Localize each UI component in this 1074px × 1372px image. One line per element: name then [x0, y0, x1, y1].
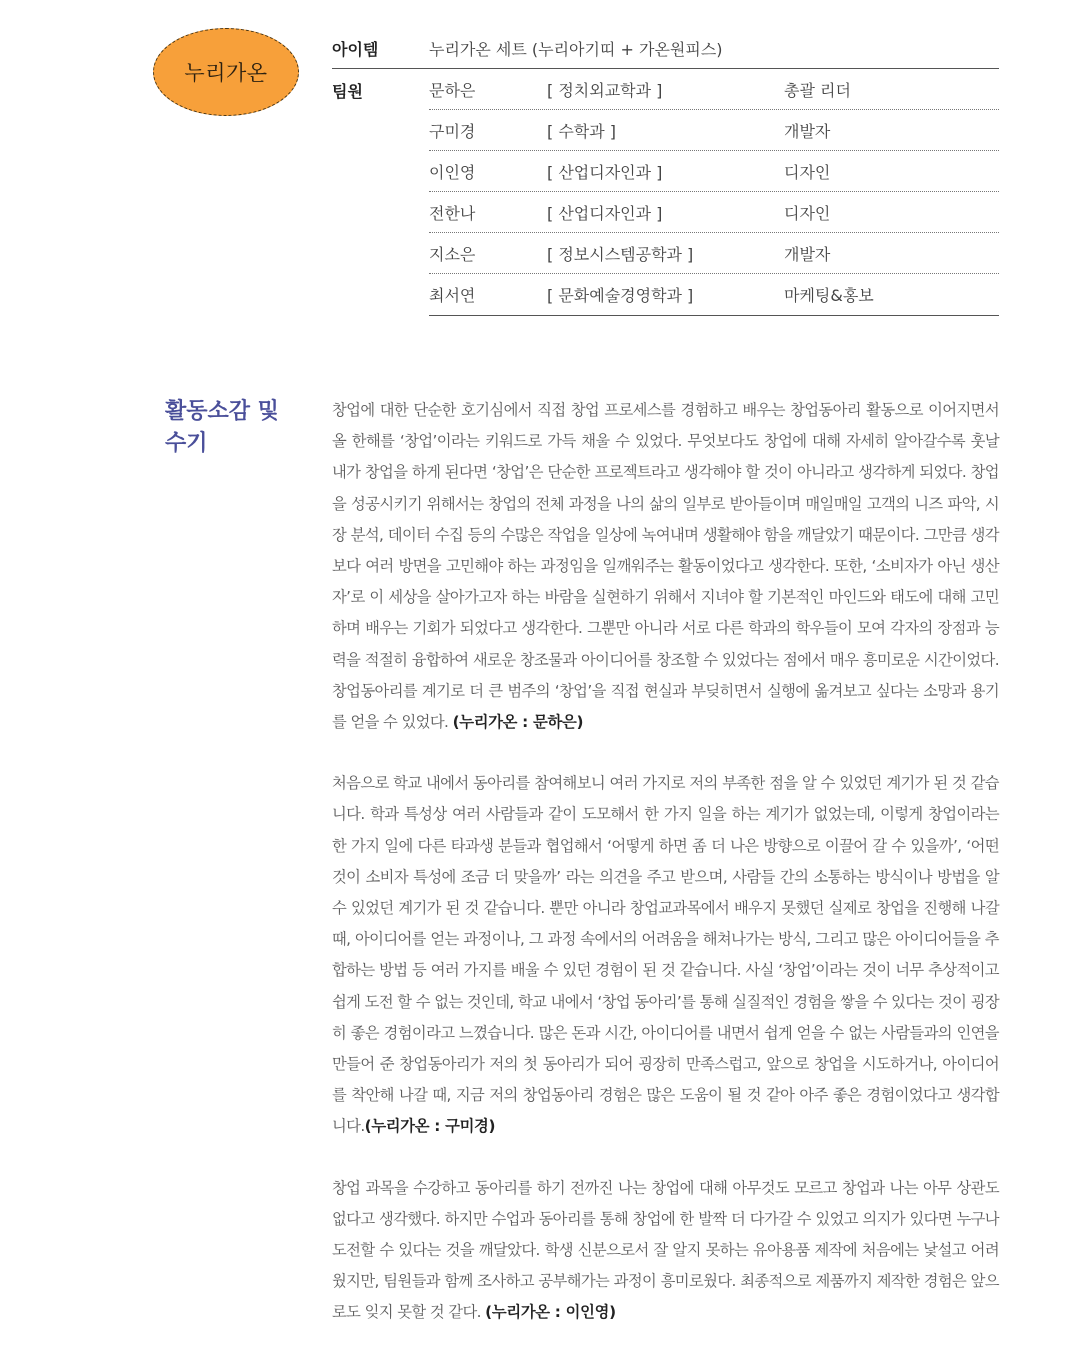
member-name: 최서연: [429, 286, 476, 305]
essay-text: 창업 과목을 수강하고 동아리를 하기 전까진 나는 창업에 대해 아무것도 모르고 창업과 나는 아무 상관도 없다고 생각했다. 하지만 수업과 동아리를 통해 창업에 한 발짝 더 다가갈 수 있었고 의지가 있다면 누구나 도전할 수 있다는 것을 깨달았다. 학생 신분으로서 잘 알지 못하는 유아용품 제작에 처음에는 낯설고 어려웠지만, 팀원들과 함께 조사하고 공부해가는 과정이 흥미로웠다. 최종적으로 제품까지 제작한 경험은 앞으로도 잊지 못할 것 같다.: [332, 1178, 999, 1322]
essay-signature: (누리가온 : 문하은): [452, 713, 584, 732]
member-row: [429, 110, 999, 151]
team-name-badge: [153, 28, 299, 116]
member-name: 지소은: [429, 244, 476, 264]
member-dept: [ 문화예술경영학과 ]: [547, 286, 694, 305]
team-row: [332, 69, 999, 316]
essay-text: 창업에 대한 단순한 호기심에서 직접 창업 프로세스를 경험하고 배우는 창업동아리 활동으로 이어지면서 올 한해를 ‘창업’이라는 키워드로 가득 채울 수 있었다. 무엇보다도 창업에 대해 자세히 알아갈수록 훗날 내가 창업을 하게 된다면 ‘창업’은 단순한 프로젝트라고 생각해야 할 것이 아니라고 생각하게 되었다. 창업을 성공시키기 위해서는 창업의 전체 과정을 나의 삶의 일부로 받아들이며 매일매일 고객의 니즈 파악, 시장 분석, 데이터 수집 등의 수많은 작업을 일상에 녹여내며 생활해야 함을 깨달았기 때문이다. 그만큼 생각보다 여러 방면을 고민해야 하는 과정임을 일깨워주는 활동이었다고 생각한다. 또한, ‘소비자가 아닌 생산자’로 이 세상을 살아가고자 하는 바람을 실현하기 위해서 지녀야 할 기본적인 마인드와 태도에 대해 고민하며 배우는 기회가 되었다고 생각한다. 그뿐만 아니라 서로 다른 학과의 학우들이 모여 각자의 장점과 능력을 적절히 융합하여 새로운 창조물과 아이디어를 창조할 수 있었다는 점에서 매우 흥미로운 시간이었다. 창업동아리를 계기로 더 큰 범주의 ‘창업’을 직접 현실과 부딪히면서 실행에 옮겨보고 싶다는 소망과 용기를 얻을 수 있었다.: [332, 401, 999, 732]
member-row: [429, 274, 999, 316]
team-info-table: [332, 28, 999, 316]
member-name: 문하은: [429, 80, 476, 100]
member-dept: [ 정보시스템공학과 ]: [547, 244, 694, 264]
member-role: 총괄 리더: [784, 80, 851, 100]
essay-paragraph: [332, 1173, 999, 1329]
member-role: 개발자: [784, 121, 831, 141]
item-row: [332, 28, 999, 69]
item-label: 아이템: [332, 39, 379, 59]
member-dept: [ 산업디자인과 ]: [547, 203, 663, 223]
member-name: 구미경: [429, 121, 476, 141]
member-row: [429, 69, 999, 110]
member-dept: [ 수학과 ]: [547, 121, 617, 141]
member-role: 디자인: [784, 203, 831, 223]
member-role: 마케팅&홍보: [784, 286, 874, 305]
essay-paragraph: [332, 768, 999, 1142]
member-dept: [ 정치외교학과 ]: [547, 80, 663, 100]
member-role: 개발자: [784, 244, 831, 264]
member-name: 전한나: [429, 203, 476, 223]
item-value: 누리가온 세트 (누리아기띠 + 가온원피스): [429, 39, 723, 59]
section-title: 활동소감 및 수기: [165, 399, 279, 456]
member-row: [429, 233, 999, 274]
member-role: 디자인: [784, 162, 831, 182]
team-label: 팀원: [332, 82, 363, 101]
member-name: 이인영: [429, 162, 476, 182]
essay-signature: (누리가온 : 이인영): [485, 1303, 616, 1322]
member-row: [429, 192, 999, 233]
badge-label: 누리가온: [184, 61, 268, 85]
essay-list: [332, 395, 999, 1359]
member-list: [429, 69, 999, 316]
essay-paragraph: [332, 395, 999, 738]
essay-signature: (누리가온 : 구미경): [364, 1117, 496, 1136]
essay-text: 처음으로 학교 내에서 동아리를 참여해보니 여러 가지로 저의 부족한 점을 알 수 있었던 계기가 된 것 같습니다. 학과 특성상 여러 사람들과 같이 도모해서 한 가지 일을 하는 계기가 없었는데, 이렇게 창업이라는 한 가지 일에 다른 타과생 분들과 협업해서 ‘어떻게 하면 좀 더 나은 방향으로 이끌어 갈 수 있을까’, ‘어떤 것이 소비자 특성에 조금 더 맞을까’ 라는 의견을 주고 받으며, 사람들 간의 소통하는 방식이나 방법을 알 수 있었던 계기가 된 것 같습니다. 뿐만 아니라 창업교과목에서 배우지 못했던 실제로 창업을 진행해 나갈 때, 아이디어를 얻는 과정이나, 그 과정 속에서의 어려움을 해쳐나가는 방식, 그리고 많은 아이디어들을 추합하는 방법 등 여러 가지를 배울 수 있던 경험이 된 것 같습니다. 사실 ‘창업’이라는 것이 너무 추상적이고 쉽게 도전 할 수 없는 것인데, 학교 내에서 ‘창업 동아리’를 통해 실질적인 경험을 쌓을 수 있다는 것이 굉장히 좋은 경험이라고 느꼈습니다. 많은 돈과 시간, 아이디어를 내면서 쉽게 얻을 수 없는 사람들과의 인연을 만들어 준 창업동아리가 저의 첫 동아리가 되어 굉장히 만족스럽고, 앞으로 창업을 시도하거나, 아이디어를 착안해 나갈 때, 지금 저의 창업동아리 경험은 많은 도움이 될 것 같아 아주 좋은 경험이었다고 생각합니다.: [332, 774, 999, 1136]
member-dept: [ 산업디자인과 ]: [547, 162, 663, 182]
member-row: [429, 151, 999, 192]
